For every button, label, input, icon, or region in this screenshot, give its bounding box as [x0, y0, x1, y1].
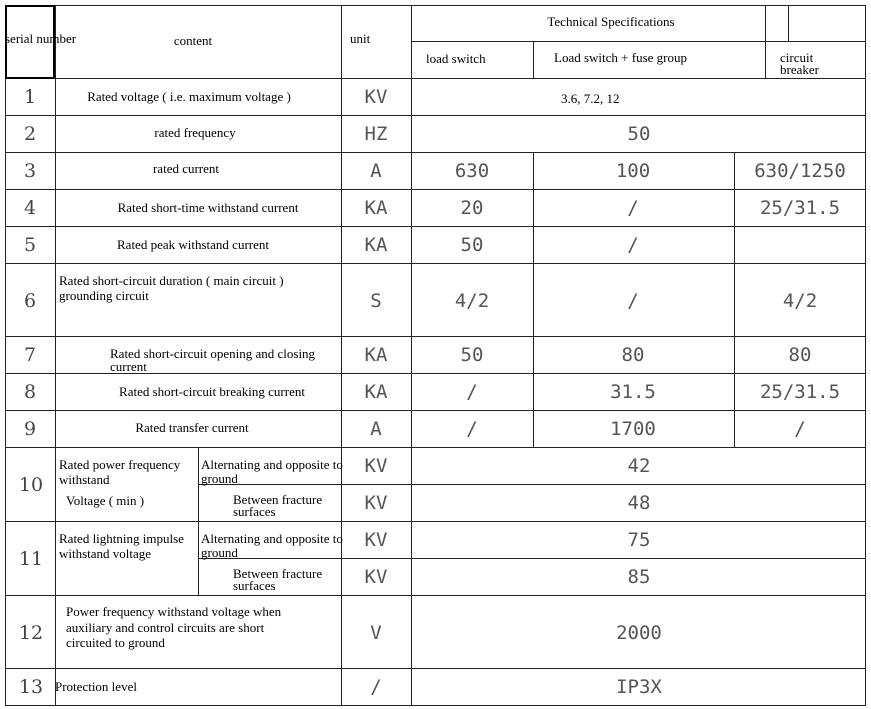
row-divider	[5, 336, 866, 337]
load-switch-value: 50	[460, 234, 484, 256]
row-unit: KV	[364, 86, 388, 108]
row-content: Rated voltage ( i.e. maximum voltage )	[87, 89, 291, 104]
row-number: 1	[23, 86, 37, 108]
row-content: Rated short-circuit duration ( main circuit )	[59, 273, 284, 288]
row-value: 50	[627, 123, 651, 145]
row-number: 11	[18, 548, 44, 570]
row-number: 12	[18, 622, 44, 644]
header-divider	[788, 5, 789, 42]
circuit-breaker-value: 80	[788, 344, 812, 366]
column-divider	[533, 336, 534, 448]
column-divider	[198, 447, 199, 596]
fuse-group-value: /	[627, 234, 639, 256]
load-switch-value: 20	[460, 197, 484, 219]
header-unit: unit	[350, 31, 371, 46]
row-unit: KA	[364, 344, 388, 366]
row-divider	[5, 226, 866, 227]
row-content: Rated lightning impulse	[59, 531, 184, 546]
sub-content: surfaces	[233, 504, 276, 519]
table-border	[5, 705, 866, 706]
circuit-breaker-value: /	[794, 418, 806, 440]
circuit-breaker-value: 25/31.5	[759, 381, 841, 403]
row-number: 13	[18, 676, 44, 698]
row-unit: KV	[364, 455, 388, 477]
row-number: 6	[23, 290, 37, 312]
row-value: 48	[627, 492, 651, 514]
header-load-switch: load switch	[426, 51, 486, 66]
column-divider	[765, 41, 766, 79]
row-unit: S	[370, 290, 382, 312]
header-content: content	[173, 33, 213, 48]
row-content: circuited to ground	[66, 635, 165, 650]
row-unit: KA	[364, 234, 388, 256]
row-content: grounding circuit	[59, 288, 149, 303]
sub-content: surfaces	[233, 578, 276, 593]
row-number: 10	[18, 474, 44, 496]
fuse-group-value: 1700	[610, 418, 656, 440]
row-content: Rated peak withstand current	[117, 237, 269, 252]
load-switch-value: /	[466, 381, 478, 403]
header-serial-number: serial number	[5, 31, 77, 46]
column-divider	[341, 5, 342, 706]
row-divider	[5, 78, 866, 79]
row-value: 2000	[616, 622, 662, 644]
sub-content: Between fracture	[233, 492, 323, 507]
header-divider	[411, 41, 866, 42]
column-divider	[533, 152, 534, 337]
sub-content: Alternating and opposite to	[201, 457, 343, 472]
row-divider	[5, 595, 866, 596]
row-value: 3.6, 7.2, 12	[561, 91, 620, 106]
table-border	[865, 5, 866, 706]
fuse-group-value: /	[627, 197, 639, 219]
row-divider	[198, 484, 866, 485]
row-divider	[5, 447, 866, 448]
column-divider	[411, 5, 412, 706]
table-border	[5, 5, 866, 6]
header-load-switch-fuse: Load switch + fuse group	[554, 50, 687, 65]
fuse-group-value: 31.5	[610, 381, 656, 403]
fuse-group-value: 80	[621, 344, 645, 366]
row-number: 2	[23, 123, 37, 145]
row-number: 5	[23, 234, 37, 256]
row-content: Rated transfer current	[135, 420, 249, 435]
row-value: 75	[627, 529, 651, 551]
sub-content: Alternating and opposite to	[201, 531, 343, 546]
row-divider	[5, 373, 866, 374]
row-content: Rated short-time withstand current	[117, 200, 299, 215]
load-switch-value: /	[466, 418, 478, 440]
row-content: Rated short-circuit opening and closing	[110, 346, 316, 361]
load-switch-value: 50	[460, 344, 484, 366]
row-content: Protection level	[55, 679, 137, 694]
row-number: 9	[23, 418, 37, 440]
row-content: Rated power frequency	[59, 457, 181, 472]
row-value: IP3X	[616, 676, 662, 698]
row-unit: A	[370, 160, 382, 182]
row-unit: HZ	[364, 123, 388, 145]
load-switch-value: 4/2	[454, 290, 490, 312]
row-content: Rated short-circuit breaking current	[119, 384, 305, 399]
fuse-group-value: 100	[615, 160, 651, 182]
row-divider	[5, 189, 866, 190]
circuit-breaker-value: 25/31.5	[759, 197, 841, 219]
sub-content: ground	[201, 471, 238, 486]
fuse-group-value: /	[627, 290, 639, 312]
row-content: withstand	[59, 472, 110, 487]
row-content: Power frequency withstand voltage when	[66, 604, 282, 619]
row-divider	[5, 115, 866, 116]
row-number: 3	[23, 160, 37, 182]
row-unit: KV	[364, 492, 388, 514]
header-circuit-breaker: circuit	[780, 50, 814, 65]
row-content: auxiliary and control circuits are short	[66, 620, 265, 635]
header-technical-specifications: Technical Specifications	[547, 14, 675, 29]
row-divider	[198, 558, 866, 559]
row-number: 4	[23, 197, 37, 219]
sub-content: ground	[201, 545, 238, 560]
column-divider	[55, 5, 56, 706]
row-unit: KA	[364, 381, 388, 403]
row-unit: /	[370, 676, 382, 698]
row-value: 85	[627, 566, 651, 588]
column-divider	[734, 336, 735, 448]
header-circuit-breaker: breaker	[780, 62, 819, 77]
row-divider	[5, 668, 866, 669]
sub-content: Between fracture	[233, 566, 323, 581]
row-unit: KV	[364, 529, 388, 551]
circuit-breaker-value: 630/1250	[754, 160, 846, 182]
row-content: rated current	[152, 161, 220, 176]
row-content: withstand voltage	[59, 546, 152, 561]
circuit-breaker-value: 4/2	[782, 290, 818, 312]
column-divider	[734, 152, 735, 337]
row-number: 7	[23, 344, 37, 366]
row-unit: KV	[364, 566, 388, 588]
row-content: current	[110, 362, 147, 372]
row-content: Voltage ( min )	[66, 493, 145, 508]
header-divider	[765, 5, 766, 42]
row-unit: A	[370, 418, 382, 440]
row-divider	[5, 152, 866, 153]
row-divider	[5, 410, 866, 411]
row-unit: V	[370, 622, 382, 644]
row-unit: KA	[364, 197, 388, 219]
load-switch-value: 630	[454, 160, 490, 182]
column-divider	[533, 41, 534, 79]
row-divider	[5, 263, 866, 264]
row-divider	[5, 521, 866, 522]
row-value: 42	[627, 455, 651, 477]
table-border	[5, 5, 6, 706]
row-number: 8	[23, 381, 37, 403]
row-content: rated frequency	[154, 125, 236, 140]
